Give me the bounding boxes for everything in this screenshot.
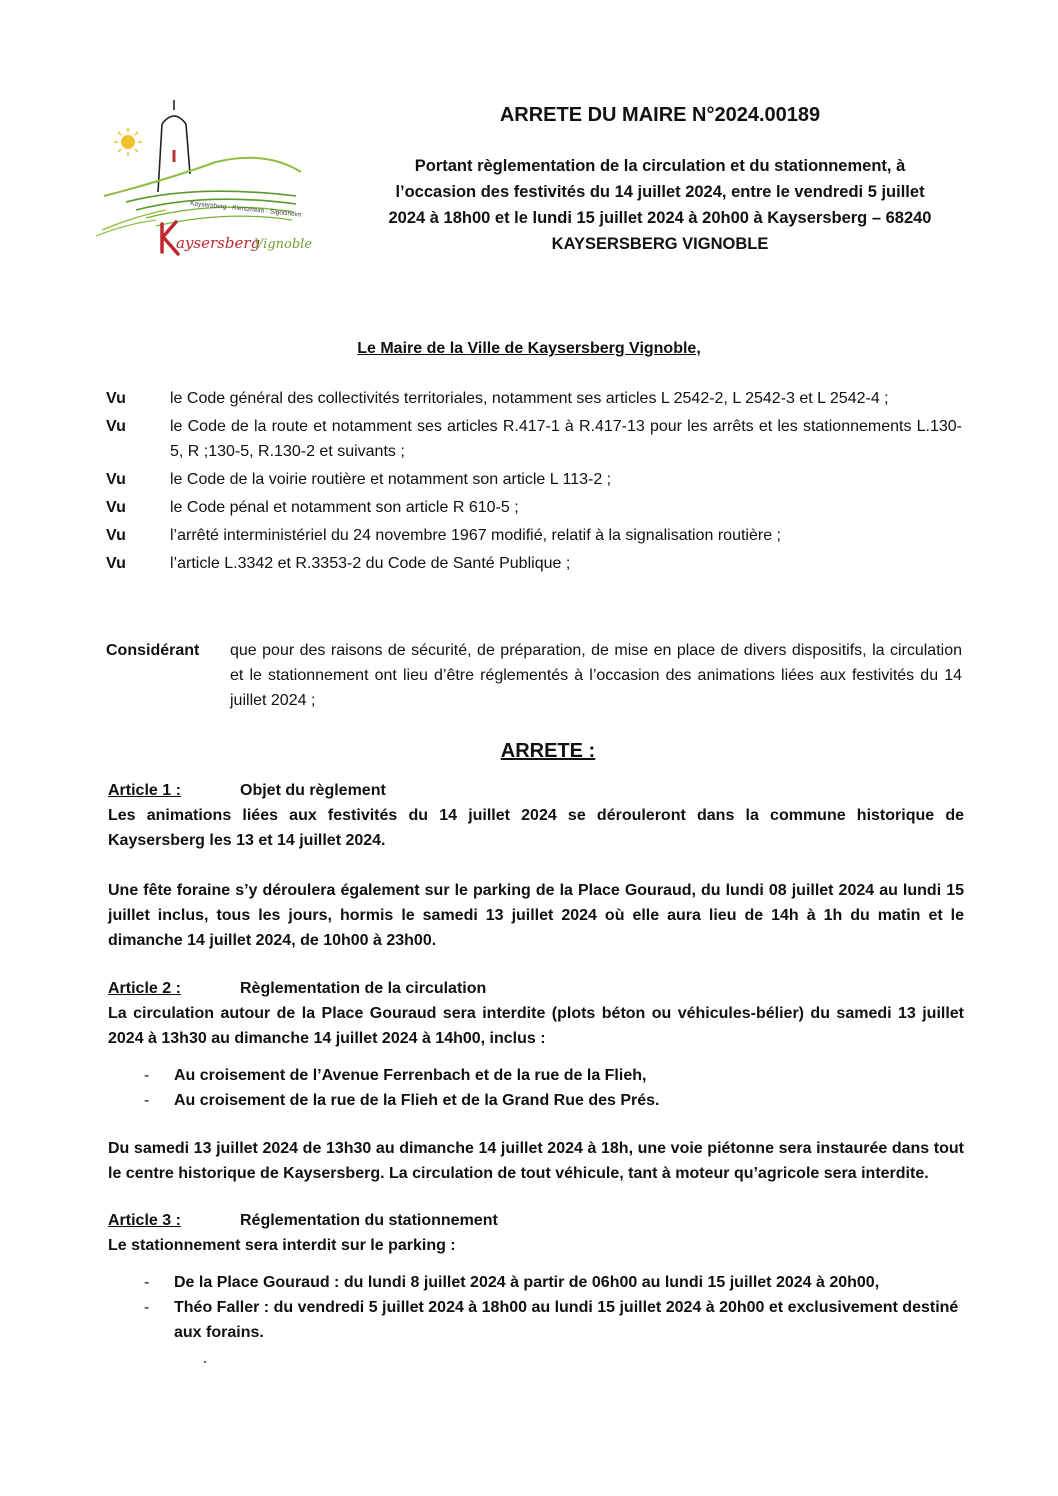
document-header bbox=[330, 104, 990, 257]
decree-subtitle bbox=[330, 153, 990, 257]
article-paragraph: Une fête foraine s’y déroulera également sur le parking de la Place Gouraud, du lundi 08 juillet 2024 au lundi 15 juillet inclus, tous les jours, hormis le samedi 13 juillet 2024 où elle aura lieu de 14h à 1h du matin et le dimanche 14 juillet 2024, de 10h00 à 23h00. bbox=[108, 882, 964, 949]
subtitle-line: Portant règlementation de la circulation et du stationnement, à bbox=[414, 157, 906, 175]
article-paragraph: Les animations liées aux festivités du 14 juillet 2024 se dérouleront dans la commune historique de Kaysersberg les 13 et 14 juillet 2024. bbox=[108, 807, 964, 849]
logo-villages-text: Kaysersberg · Kientzheim · Sigolsheim bbox=[189, 200, 302, 219]
list-item: - Théo Faller : du vendredi 5 juillet 2024 à 18h00 au lundi 15 juillet 2024 à 20h00 et exclusivement destiné aux forains. bbox=[144, 1299, 959, 1341]
article-1-heading bbox=[108, 778, 964, 803]
list-item: - De la Place Gouraud : du lundi 8 juillet 2024 à partir de 06h00 au lundi 15 juillet 2024 à 20h00, bbox=[144, 1274, 880, 1291]
legal-basis-list bbox=[106, 386, 962, 579]
logo-wordmark bbox=[162, 222, 312, 254]
article-label: Article 2 : bbox=[108, 980, 181, 997]
decree-title: ARRETE DU MAIRE N°2024.00189 bbox=[499, 104, 821, 126]
vu-item bbox=[106, 414, 962, 464]
list-item: - Au croisement de la rue de la Flieh et de la Grand Rue des Prés. bbox=[144, 1092, 660, 1109]
vu-item bbox=[106, 467, 962, 492]
parking-list bbox=[108, 1270, 964, 1345]
vu-text: le Code pénal et notamment son article R 610-5 ; bbox=[170, 499, 519, 516]
vu-text: l’article L.3342 et R.3353-2 du Code de Santé Publique ; bbox=[170, 555, 571, 572]
vu-label: Vu bbox=[106, 527, 126, 544]
vu-text: l’arrêté interministériel du 24 novembre 1967 modifié, relatif à la signalisation routière ; bbox=[170, 527, 781, 544]
vu-item bbox=[106, 523, 962, 548]
svg-text:Vignoble: Vignoble bbox=[254, 237, 313, 252]
considerant-block bbox=[106, 638, 962, 713]
vu-label: Vu bbox=[106, 418, 126, 435]
considerant-text: que pour des raisons de sécurité, de préparation, de mise en place de divers dispositifs, la circulation et le stationnement ont lieu d’être réglementés à l’occasion des animations liées aux festivités du 14 juillet 2024 ; bbox=[230, 642, 962, 709]
kaysersberg-vignoble-logo bbox=[96, 92, 316, 262]
vineyard-hills-icon bbox=[96, 158, 301, 236]
article-paragraph: Du samedi 13 juillet 2024 de 13h30 au dimanche 14 juillet 2024 à 18h, une voie piétonne sera instaurée dans tout le centre historique de Kaysersberg. La circulation de tout véhicule, tant à moteur qu’agricole sera interdite. bbox=[108, 1140, 964, 1182]
considerant-label: Considérant bbox=[106, 642, 200, 659]
vu-label: Vu bbox=[106, 471, 126, 488]
svg-text:aysersberg: aysersberg bbox=[176, 234, 261, 252]
subtitle-line: l’occasion des festivités du 14 juillet 2024, entre le vendredi 5 juillet bbox=[395, 183, 925, 201]
article-paragraph: Le stationnement sera interdit sur le parking : bbox=[108, 1237, 456, 1254]
vu-item bbox=[106, 495, 962, 520]
article-title: Règlementation de la circulation bbox=[240, 980, 487, 997]
vu-item bbox=[106, 551, 962, 576]
church-icon bbox=[158, 100, 190, 192]
vu-label: Vu bbox=[106, 499, 126, 516]
vu-item bbox=[106, 386, 962, 411]
mayor-heading: Le Maire de la Ville de Kaysersberg Vignoble, bbox=[357, 340, 701, 357]
articles bbox=[108, 778, 964, 1345]
subtitle-line: 2024 à 18h00 et le lundi 15 juillet 2024 à 20h00 à Kaysersberg – 68240 bbox=[388, 209, 932, 227]
vu-label: Vu bbox=[106, 390, 126, 407]
article-paragraph: La circulation autour de la Place Gouraud sera interdite (plots béton ou véhicules-bélier) du samedi 13 juillet 2024 à 13h30 au dimanche 14 juillet 2024 à 14h00, inclus : bbox=[108, 1005, 964, 1047]
vu-text: le Code de la voirie routière et notamment son article L 113-2 ; bbox=[170, 471, 612, 488]
crossing-list bbox=[108, 1063, 964, 1113]
scan-speck bbox=[204, 1361, 206, 1363]
vu-text: le Code général des collectivités territoriales, notamment ses articles L 2542-2, L 2542-3 et L 2542-4 ; bbox=[170, 390, 889, 407]
vu-text: le Code de la route et notamment ses articles R.417-1 à R.417-13 pour les arrêts et les stationnements L.130-5, R ;130-5, R.130-2 et suivants ; bbox=[170, 418, 962, 460]
article-2-heading bbox=[108, 976, 964, 1001]
sun-icon bbox=[114, 128, 142, 156]
article-label: Article 3 : bbox=[108, 1212, 181, 1229]
article-title: Objet du règlement bbox=[240, 782, 386, 799]
list-item: - Au croisement de l’Avenue Ferrenbach et de la rue de la Flieh, bbox=[144, 1067, 647, 1084]
article-label: Article 1 : bbox=[108, 782, 181, 799]
subtitle-line: KAYSERSBERG VIGNOBLE bbox=[551, 235, 769, 253]
article-title: Réglementation du stationnement bbox=[240, 1212, 498, 1229]
vu-label: Vu bbox=[106, 555, 126, 572]
article-3-heading bbox=[108, 1208, 964, 1233]
arrete-heading: ARRETE : bbox=[500, 740, 596, 762]
